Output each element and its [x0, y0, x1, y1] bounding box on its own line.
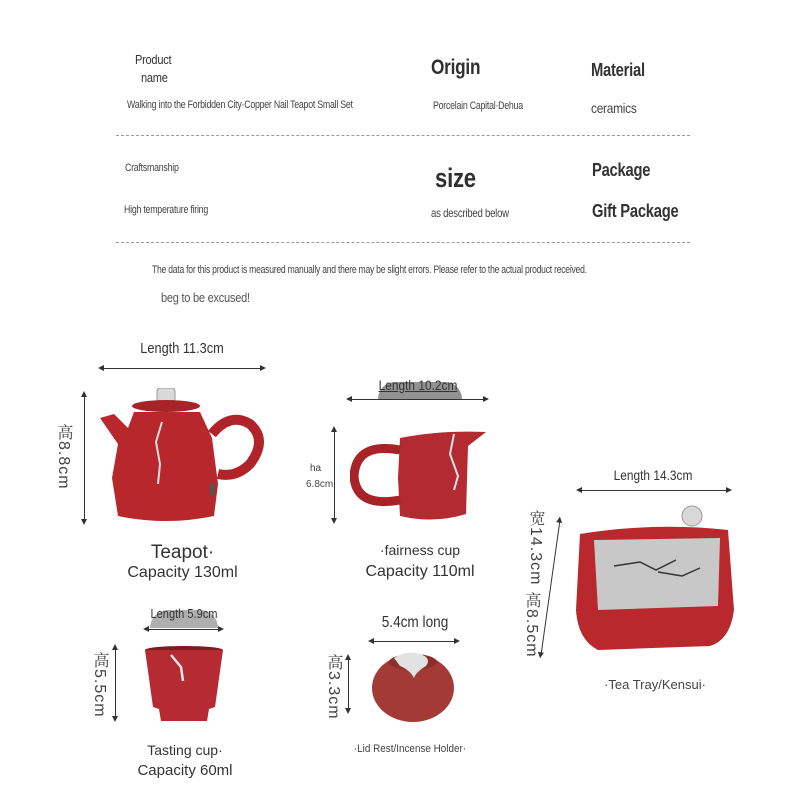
- lid-rest-height-label: 高3.3cm: [325, 654, 342, 720]
- fairness-cup-image: [350, 428, 490, 524]
- fairness-cup-height-label-line2: 6.8cm: [306, 479, 334, 490]
- teapot-length-label: Length 11.3cm: [140, 340, 224, 357]
- lid-rest-length-arrow: [372, 641, 456, 642]
- teapot-height-label: 高8.8cm: [55, 424, 72, 490]
- tea-tray-height-label: 高8.5cm: [523, 592, 540, 658]
- tasting-cup-length-arrow: [147, 629, 220, 630]
- fairness-cup-height-label-line1: ha: [310, 463, 322, 474]
- teapot-capacity: Capacity 130ml: [127, 564, 238, 581]
- teapot-name: Teapot·: [150, 542, 215, 563]
- tea-tray-length-label: Length 14.3cm: [613, 467, 693, 483]
- craftsmanship-value: High temperature firing: [124, 204, 208, 216]
- craftsmanship-label: Craftsmanship: [125, 162, 179, 174]
- teapot-image: [100, 388, 265, 524]
- lid-rest-height-arrow: [348, 658, 349, 710]
- tasting-cup-name: Tasting cup·: [147, 742, 223, 758]
- tasting-cup-height-label: 高5.5cm: [91, 652, 108, 718]
- package-value: Gift Package: [592, 201, 679, 221]
- tea-tray-length-arrow: [580, 490, 728, 491]
- apology-text: beg to be excused!: [161, 290, 250, 305]
- material-value: ceramics: [591, 100, 637, 116]
- lid-rest-length-label: 5.4cm long: [381, 614, 449, 631]
- product-name-label-line2: name: [141, 70, 168, 85]
- disclaimer-text: The data for this product is measured manually and there may be slight errors. Please refer to the actual product received.: [152, 264, 587, 276]
- divider-dashed: [116, 135, 690, 136]
- fairness-cup-height-arrow: [334, 430, 335, 520]
- fairness-cup-capacity: Capacity 110ml: [365, 563, 475, 580]
- product-name-label-line1: Product: [135, 52, 172, 67]
- tasting-cup-length-label: Length 5.9cm: [150, 606, 218, 621]
- tea-tray-width-label: 宽14.3cm: [527, 510, 544, 586]
- fairness-cup-length-label: Length 10.2cm: [378, 377, 458, 393]
- origin-value: Porcelain Capital·Dehua: [433, 100, 523, 112]
- size-value: as described below: [431, 206, 509, 220]
- tasting-cup-capacity: Capacity 60ml: [137, 762, 233, 779]
- origin-label: Origin: [431, 56, 481, 79]
- material-label: Material: [591, 60, 645, 80]
- fairness-cup-length-arrow: [350, 399, 485, 400]
- tasting-cup-image: [143, 645, 225, 723]
- product-name-value: Walking into the Forbidden City·Copper Nail Teapot Small Set: [127, 99, 353, 111]
- tea-tray-name: ·Tea Tray/Kensui·: [604, 677, 706, 692]
- divider-dashed: [116, 242, 690, 243]
- tea-tray-image: [570, 500, 738, 652]
- size-label: size: [435, 163, 476, 193]
- lid-rest-image: [370, 648, 456, 724]
- teapot-length-arrow: [102, 368, 262, 369]
- package-label: Package: [592, 160, 651, 180]
- tasting-cup-height-arrow: [115, 648, 116, 718]
- lid-rest-name: ·Lid Rest/Incense Holder·: [353, 743, 467, 755]
- teapot-height-arrow: [84, 395, 85, 521]
- fairness-cup-name: ·fairness cup: [379, 542, 461, 558]
